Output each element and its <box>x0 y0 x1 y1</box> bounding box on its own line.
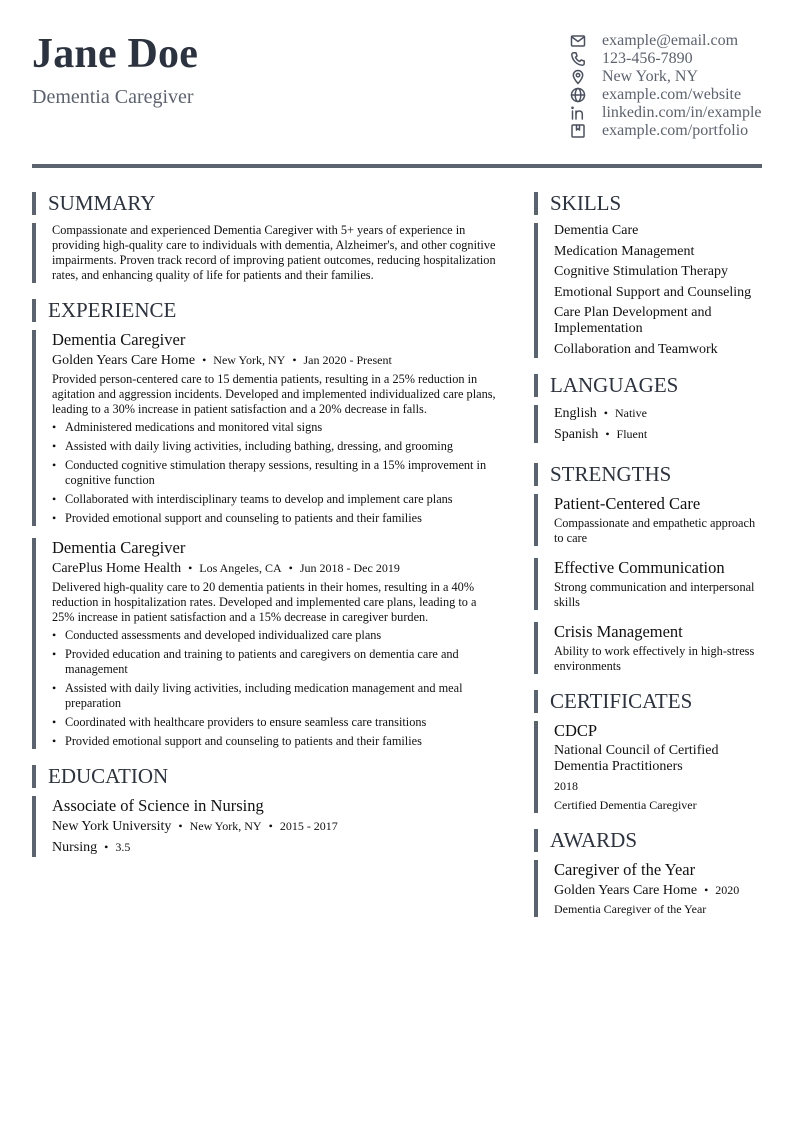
certificate-item <box>534 721 762 813</box>
skill-item: Collaboration and Teamwork <box>554 341 718 357</box>
contact-email-text: example@email.com <box>602 32 739 49</box>
strength-item <box>534 622 762 674</box>
job-bullets <box>52 420 502 526</box>
languages-heading: LANGUAGES <box>534 374 762 397</box>
job-location: Los Angeles, CA <box>199 561 282 575</box>
education-item <box>32 796 502 857</box>
education-section <box>32 765 502 857</box>
strengths-heading: STRENGTHS <box>534 463 762 486</box>
contact-location-text: New York, NY <box>602 68 699 85</box>
languages-section <box>534 374 762 443</box>
contact-location <box>570 68 770 86</box>
education-location: New York, NY <box>189 819 262 833</box>
job-dates: Jun 2018 - Dec 2019 <box>299 561 400 575</box>
skills-section <box>534 192 762 358</box>
contact-phone[interactable] <box>570 50 770 68</box>
linkedin-icon <box>570 105 586 121</box>
summary-block <box>32 223 502 283</box>
strength-desc: Ability to work effectively in high-stress environments <box>554 643 755 673</box>
contact-website-text: example.com/website <box>602 86 742 103</box>
award-year: 2020 <box>715 882 740 897</box>
skill-item: Medication Management <box>554 243 695 259</box>
certificates-section <box>534 690 762 813</box>
job-meta: Golden Years Care Home • New York, NY • Jan 2020 - Present <box>52 353 392 368</box>
job-description: Delivered high-quality care to 20 dementia patients in their homes, resulting in a 40% reduction in hospitalization rates. Developed and implemented care plans, leading to a 25% increase in patient satisfaction and a 15% decrease in caregiver burden. <box>52 580 477 624</box>
education-school: New York University <box>52 819 172 834</box>
education-years: 2015 - 2017 <box>279 819 338 833</box>
experience-heading: EXPERIENCE <box>32 299 502 322</box>
job-bullet: • Coordinated with healthcare providers to ensure seamless care transitions <box>52 715 502 730</box>
experience-section <box>32 299 502 749</box>
education-heading: EDUCATION <box>32 765 502 788</box>
languages-block <box>534 405 762 443</box>
language-level: Native <box>614 405 647 420</box>
resume-header <box>32 30 762 150</box>
skill-item: Emotional Support and Counseling <box>554 284 752 300</box>
job-company: CarePlus Home Health <box>52 561 182 576</box>
education-meta: New York University • New York, NY • 2015 - 2017 <box>52 819 338 834</box>
award-item <box>534 860 762 917</box>
email-icon <box>570 33 586 49</box>
left-column <box>32 192 502 857</box>
job-bullet: • Provided education and training to patients and caregivers on dementia care and management <box>52 647 502 677</box>
skills-block <box>534 223 762 358</box>
awards-heading: AWARDS <box>534 829 762 852</box>
job-bullet: • Provided emotional support and counseling to patients and their families <box>52 734 502 749</box>
certificates-heading: CERTIFICATES <box>534 690 762 713</box>
education-field-line: Nursing • 3.5 <box>52 840 131 855</box>
location-pin-icon <box>570 69 586 85</box>
language-level: Fluent <box>616 426 648 441</box>
certificate-year: 2018 <box>554 778 578 793</box>
award-name: Caregiver of the Year <box>554 859 696 879</box>
contact-portfolio-text: example.com/portfolio <box>602 122 749 139</box>
language-item: English • Native <box>554 405 647 421</box>
education-gpa: 3.5 <box>115 840 131 854</box>
strength-title: Crisis Management <box>554 621 683 641</box>
strength-title: Patient-Centered Care <box>554 493 701 513</box>
contact-list <box>570 32 770 140</box>
strength-title: Effective Communication <box>554 557 725 577</box>
contact-email[interactable] <box>570 32 770 50</box>
job-bullet: • Conducted cognitive stimulation therapy sessions, resulting in a 15% improvement in cognitive function <box>52 458 502 488</box>
contact-linkedin-text: linkedin.com/in/example <box>602 104 762 121</box>
job-bullet: • Provided emotional support and counseling to patients and their families <box>52 511 502 526</box>
job-dates: Jan 2020 - Present <box>303 353 392 367</box>
experience-item <box>32 538 502 749</box>
job-meta: CarePlus Home Health • Los Angeles, CA • Jun 2018 - Dec 2019 <box>52 561 400 576</box>
experience-item <box>32 330 502 526</box>
job-bullet: • Administered medications and monitored vital signs <box>52 420 502 435</box>
globe-icon <box>570 87 586 103</box>
contact-phone-text: 123-456-7890 <box>602 50 693 67</box>
strength-desc: Compassionate and empathetic approach to care <box>554 515 756 545</box>
contact-linkedin[interactable] <box>570 104 770 122</box>
candidate-role: Dementia Caregiver <box>32 86 194 108</box>
summary-heading: SUMMARY <box>32 192 502 215</box>
strength-item <box>534 494 762 546</box>
skills-heading: SKILLS <box>534 192 762 215</box>
language-name: English <box>554 405 597 421</box>
award-meta: Golden Years Care Home • 2020 <box>554 882 740 898</box>
candidate-name: Jane Doe <box>32 31 199 77</box>
strengths-section <box>534 463 762 674</box>
right-column <box>534 192 762 917</box>
summary-section <box>32 192 502 283</box>
contact-portfolio[interactable] <box>570 122 770 140</box>
award-desc: Dementia Caregiver of the Year <box>554 901 707 916</box>
job-bullets <box>52 628 502 749</box>
skill-item: Cognitive Stimulation Therapy <box>554 264 728 279</box>
award-org: Golden Years Care Home <box>554 882 698 898</box>
header-divider <box>32 164 762 168</box>
education-degree: Associate of Science in Nursing <box>52 796 264 815</box>
certificate-name: CDCP <box>554 720 598 740</box>
job-description: Provided person-centered care to 15 dementia patients, resulting in a 25% reduction in agitation and aggression incidents. Developed and implemented individualized care plans, leading to a 30% increase in patient satisfaction and a 20% decrease in falls. <box>52 372 496 416</box>
strength-desc: Strong communication and interpersonal skills <box>554 579 755 609</box>
certificate-desc: Certified Dementia Caregiver <box>554 797 697 812</box>
awards-section <box>534 829 762 917</box>
language-item: Spanish • Fluent <box>554 426 648 442</box>
job-company: Golden Years Care Home <box>52 353 196 368</box>
job-title: Dementia Caregiver <box>52 538 186 557</box>
contact-website[interactable] <box>570 86 770 104</box>
job-title: Dementia Caregiver <box>52 330 186 349</box>
portfolio-bookmark-icon <box>570 123 586 139</box>
skill-item: Care Plan Development and Implementation <box>554 305 712 336</box>
job-bullet: • Assisted with daily living activities, including medication management and meal preparation <box>52 681 502 711</box>
language-name: Spanish <box>554 426 599 442</box>
strength-item <box>534 558 762 610</box>
job-location: New York, NY <box>213 353 286 367</box>
job-bullet: • Collaborated with interdisciplinary teams to develop and implement care plans <box>52 492 502 507</box>
summary-text: Compassionate and experienced Dementia Caregiver with 5+ years of experience in providing high-quality care to individuals with dementia, Alzheimer's, and other cognitive impairments. Proven track record of improving patient outcomes, reducing hospitalization rates, and enhancing quality of life for patients and their families. <box>52 223 496 282</box>
job-bullet: • Conducted assessments and developed individualized care plans <box>52 628 502 643</box>
education-field: Nursing <box>52 840 98 855</box>
phone-icon <box>570 51 586 67</box>
skill-item: Dementia Care <box>554 223 639 238</box>
job-bullet: • Assisted with daily living activities, including bathing, dressing, and grooming <box>52 439 502 454</box>
certificate-issuer: National Council of Certified Dementia Practitioners <box>554 742 719 774</box>
